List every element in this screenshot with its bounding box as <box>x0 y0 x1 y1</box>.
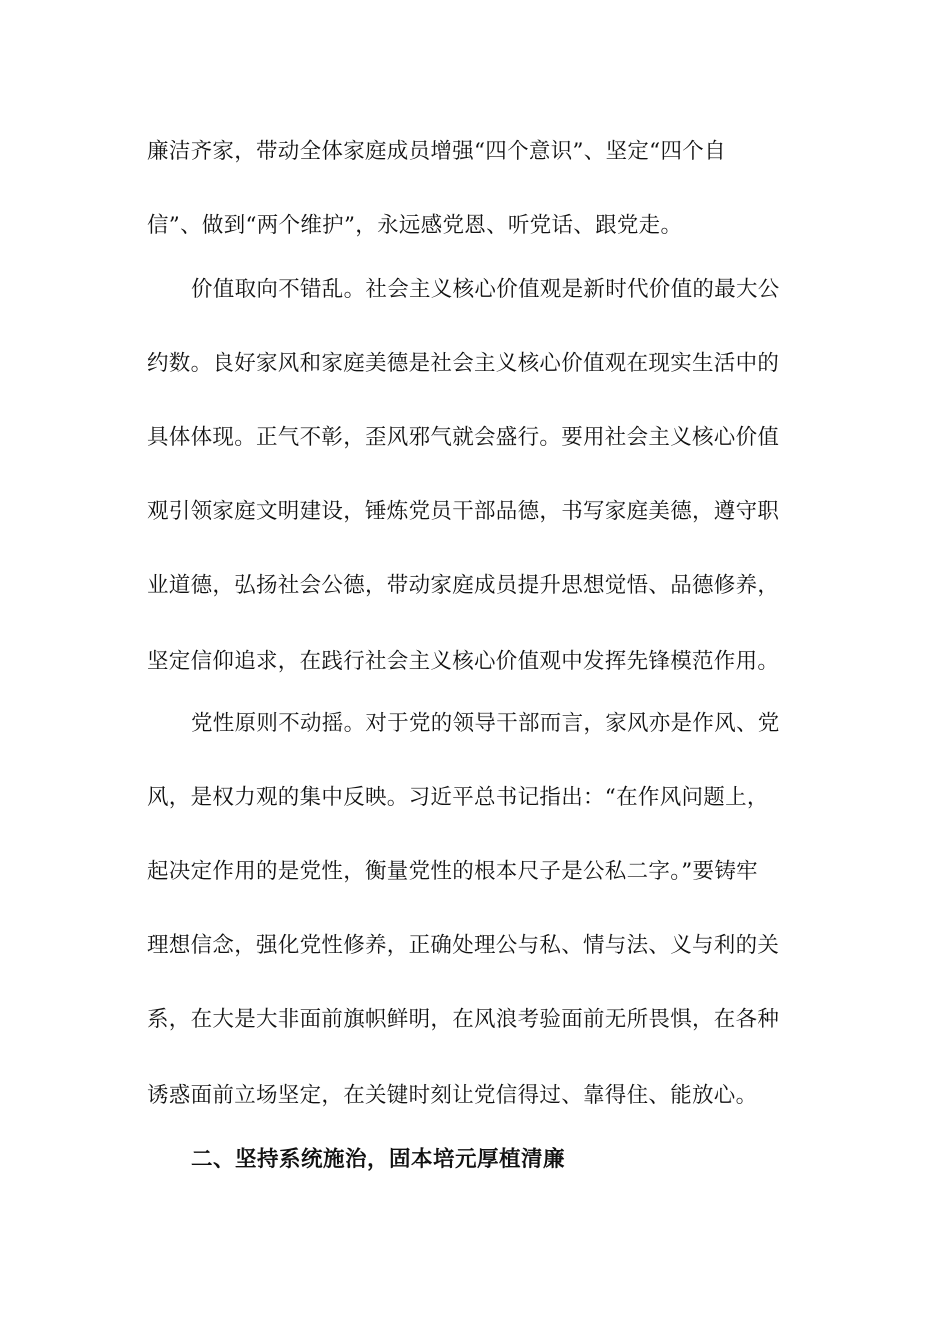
paragraph-line: 业道德，弘扬社会公德，带动家庭成员提升思想觉悟、品德修养， <box>147 573 780 598</box>
paragraph-line: 诱惑面前立场坚定，在关键时刻让党信得过、靠得住、能放心。 <box>147 1083 758 1108</box>
paragraph-line: 信”、做到“两个维护”，永远感党恩、听党话、跟党走。 <box>147 213 683 238</box>
paragraph-line: 风，是权力观的集中反映。习近平总书记指出：“在作风问题上， <box>147 785 769 810</box>
paragraph-line: 廉洁齐家，带动全体家庭成员增强“四个意识”、坚定“四个自 <box>147 139 726 164</box>
paragraph-line: 系，在大是大非面前旗帜鲜明，在风浪考验面前无所畏惧，在各种 <box>147 1007 780 1032</box>
paragraph-line: 起决定作用的是党性，衡量党性的根本尺子是公私二字。”要铸牢 <box>147 859 758 884</box>
paragraph-line: 理想信念，强化党性修养，正确处理公与私、情与法、义与利的关 <box>147 933 780 958</box>
paragraph-line: 观引领家庭文明建设，锤炼党员干部品德，书写家庭美德，遵守职 <box>147 499 780 524</box>
paragraph-line: 党性原则不动摇。对于党的领导干部而言，家风亦是作风、党 <box>191 711 780 736</box>
paragraph-line: 坚定信仰追求，在践行社会主义核心价值观中发挥先锋模范作用。 <box>147 649 780 674</box>
section-heading: 二、坚持系统施治，固本培元厚植清廉 <box>191 1147 566 1172</box>
paragraph-line: 具体体现。正气不彰，歪风邪气就会盛行。要用社会主义核心价值 <box>147 425 780 450</box>
paragraph-line: 约数。良好家风和家庭美德是社会主义核心价值观在现实生活中的 <box>147 351 780 376</box>
paragraph-line: 价值取向不错乱。社会主义核心价值观是新时代价值的最大公 <box>191 277 780 302</box>
